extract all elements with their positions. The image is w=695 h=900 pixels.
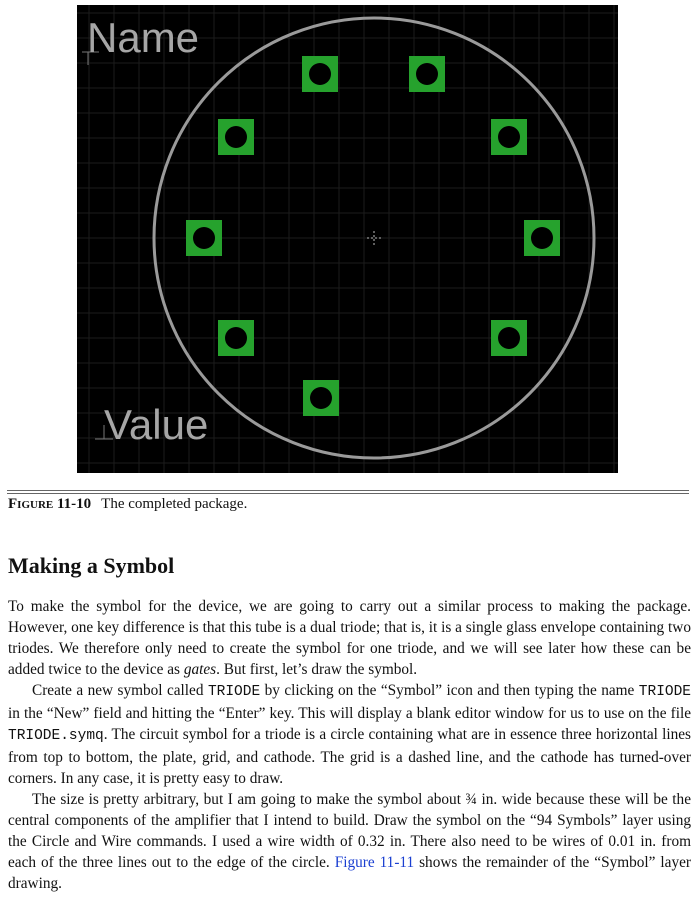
pad: [524, 220, 560, 256]
pad: [218, 320, 254, 356]
section-heading: Making a Symbol: [8, 553, 175, 578]
pad: [491, 119, 527, 155]
package-figure: [77, 5, 618, 473]
pad: [303, 380, 339, 416]
caption-rule-top: [7, 490, 689, 491]
pad: [302, 56, 338, 92]
pad: [186, 220, 222, 256]
drill-hole: [193, 227, 215, 249]
package-canvas: [77, 5, 618, 473]
paragraph-3: The size is pretty arbitrary, but I am going to make the symbol about ¾ in. wide because these will be the central components of the amplifier that I intend to build. Draw the symbol on the “94 Symbols” layer using the Circle and Wire commands. I used a wire width of 0.32 in. There also need to be wires of 0.01 in. from each of the three lines out to the edge of the circle. Figure 11-11 shows the remainder of the “Symbol” layer drawing.: [8, 791, 691, 892]
pad: [409, 56, 445, 92]
caption-text: The completed package.: [101, 496, 248, 512]
drill-hole: [498, 126, 520, 148]
drill-hole: [225, 327, 247, 349]
drill-hole: [310, 387, 332, 409]
code-triode: TRIODE: [207, 684, 261, 700]
name-label: Name: [87, 14, 200, 61]
caption-rule-bottom: [7, 493, 689, 494]
drill-hole: [531, 227, 553, 249]
figure-caption: [8, 496, 247, 513]
drill-hole: [498, 327, 520, 349]
gates-term: gates: [183, 661, 217, 678]
caption-label: Figure 11-10: [8, 496, 92, 512]
drill-hole: [225, 126, 247, 148]
pad: [218, 119, 254, 155]
paragraph-2: Create a new symbol called TRIODE by clicking on the “Symbol” icon and then typing the name TRIODE in the “New” field and hitting the “Enter” key. This will display a blank editor window for us to use on the file TRIODE.symq. The circuit symbol for a triode is a circle containing what are in essence three horizontal lines from top to bottom, the plate, grid, and cathode. The grid is a dashed line, and the cathode has turned-over corners. In any case, it is pretty easy to draw.: [8, 682, 692, 787]
pad: [491, 320, 527, 356]
code-triode: TRIODE: [638, 684, 692, 700]
paragraph-1: To make the symbol for the device, we are going to carry out a similar process to making the package. However, one key difference is that this tube is a dual triode; that is, it is a single glass envelope containing two triodes. We therefore only need to create the symbol for one triode, and we will see later how these can be added twice to the device as gates. But first, let’s draw the symbol.: [8, 598, 691, 678]
value-label: Value: [104, 401, 209, 448]
drill-hole: [309, 63, 331, 85]
body-text: [8, 596, 691, 894]
code-filename: TRIODE.symq: [8, 728, 104, 744]
drill-hole: [416, 63, 438, 85]
figure-link[interactable]: Figure 11-11: [334, 854, 415, 871]
